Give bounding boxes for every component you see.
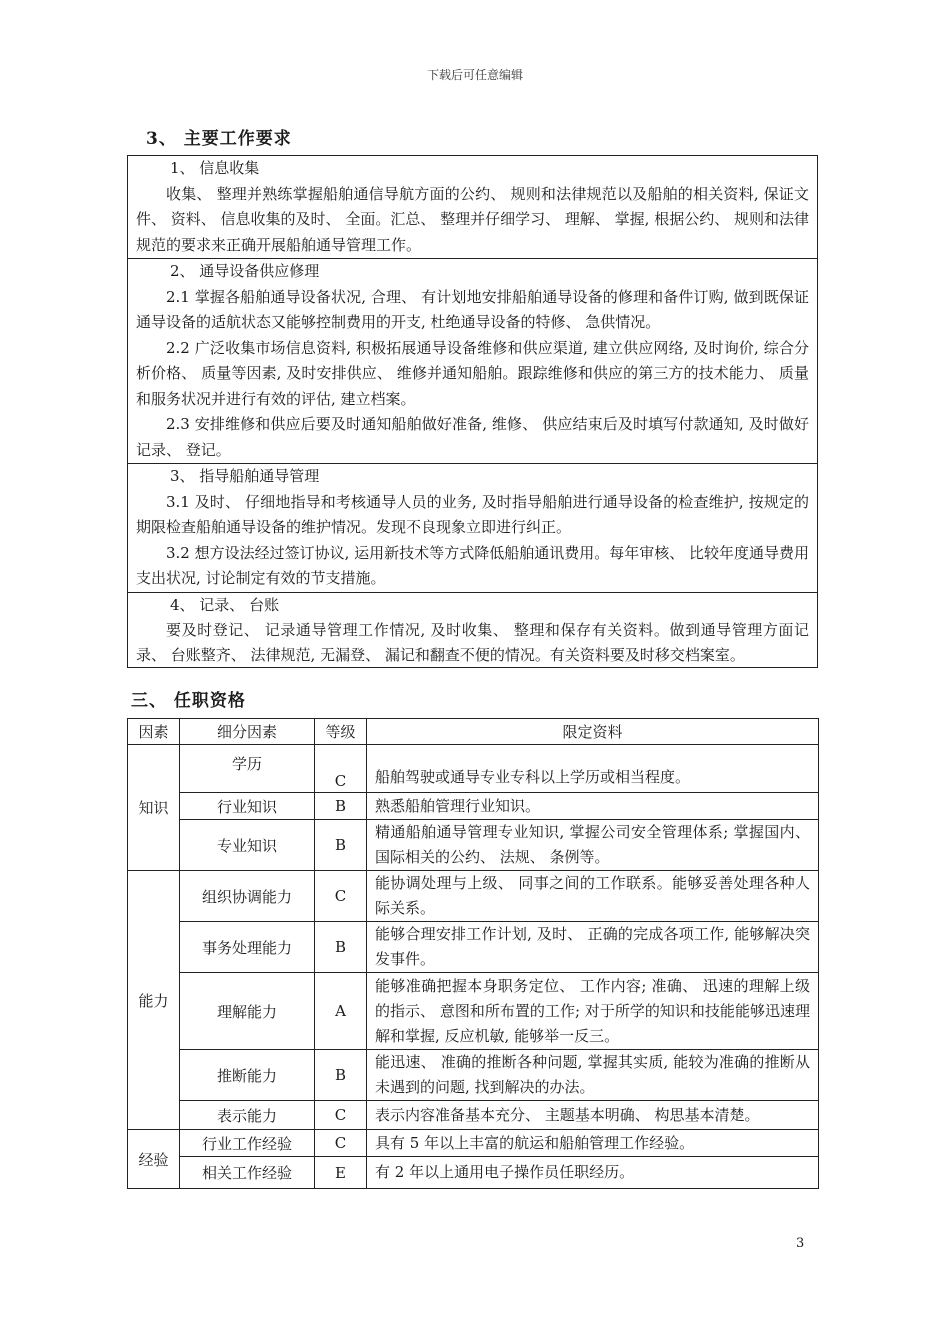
sub-factor-cell: 相关工作经验 xyxy=(180,1157,315,1189)
sub-factor-cell: 理解能力 xyxy=(180,973,315,1050)
page-header: 下载后可任意编辑 xyxy=(426,68,523,82)
qualifications-table xyxy=(127,718,819,1189)
page-number: 3 xyxy=(796,1236,805,1251)
grade-cell: B xyxy=(315,820,367,871)
table-row xyxy=(128,1050,819,1101)
requirement-section xyxy=(128,156,817,258)
requirement-title: 1、 信息收集 xyxy=(170,159,260,177)
description-cell: 有 2 年以上通用电子操作员任职经历。 xyxy=(367,1157,819,1189)
sub-factor-cell: 专业知识 xyxy=(180,820,315,871)
table-row xyxy=(128,973,819,1050)
requirement-paragraph: 要及时登记、 记录通导管理工作情况, 及时收集、 整理和保存有关资料。做到通导管理方面记录、 台账整齐、 法律规范, 无漏登、 漏记和翻查不便的情况。有关资料要及时移交档案室。 xyxy=(136,621,809,664)
section-title-qualifications: 三、 任职资格 xyxy=(131,691,246,711)
requirement-section xyxy=(128,463,817,592)
grade-cell: C xyxy=(315,1130,367,1157)
requirement-paragraph: 2.1 掌握各船舶通导设备状况, 合理、 有计划地安排船舶通导设备的修理和备件订购, 做到既保证通导设备的适航状态又能够控制费用的开支, 杜绝通导设备的特修、 急供情况。 xyxy=(136,287,809,331)
table-row xyxy=(128,793,819,820)
table-row xyxy=(128,820,819,871)
requirement-paragraph: 2.2 广泛收集市场信息资料, 积极拓展通导设备维修和供应渠道, 建立供应网络, 及时询价, 综合分析价格、 质量等因素, 及时安排供应、 维修并通知船舶。跟踪维修和供应的第三方的技术能力、 质量和服务状况并进行有效的评估, 建立档案。 xyxy=(136,338,809,408)
requirement-title: 3、 指导船舶通导管理 xyxy=(170,467,320,485)
sub-factor-cell: 推断能力 xyxy=(180,1050,315,1101)
table-row xyxy=(128,1157,819,1189)
section-title-work-requirements: 3、 主要工作要求 xyxy=(146,129,292,149)
description-cell: 能够合理安排工作计划, 及时、 正确的完成各项工作, 能够解决突发事件。 xyxy=(367,922,819,973)
header-cell: 等级 xyxy=(315,719,367,745)
table-row xyxy=(128,1130,819,1157)
work-requirements-box xyxy=(127,155,818,668)
factor-cell: 能力 xyxy=(128,871,180,1130)
header-cell: 因素 xyxy=(128,719,180,745)
factor-cell: 知识 xyxy=(128,745,180,871)
requirement-paragraph: 3.1 及时、 仔细地指导和考核通导人员的业务, 及时指导船舶进行通导设备的检查维护, 按规定的期限检查船舶通导设备的维护情况。发现不良现象立即进行纠正。 xyxy=(136,492,809,536)
grade-cell: C xyxy=(315,745,367,793)
description-cell: 表示内容准备基本充分、 主题基本明确、 构思基本清楚。 xyxy=(367,1101,819,1130)
table-row xyxy=(128,1101,819,1130)
requirement-paragraph: 3.2 想方设法经过签订协议, 运用新技术等方式降低船舶通讯费用。每年审核、 比较年度通导费用支出状况, 讨论制定有效的节支措施。 xyxy=(136,543,809,587)
table-row xyxy=(128,871,819,922)
sub-factor-cell: 表示能力 xyxy=(180,1101,315,1130)
sub-factor-cell: 行业知识 xyxy=(180,793,315,820)
description-cell: 精通船舶通导管理专业知识, 掌握公司安全管理体系; 掌握国内、 国际相关的公约、 法规、 条例等。 xyxy=(367,820,819,871)
table-row xyxy=(128,922,819,973)
grade-cell: B xyxy=(315,922,367,973)
requirement-title: 2、 通导设备供应修理 xyxy=(170,262,320,280)
description-cell: 具有 5 年以上丰富的航运和船舶管理工作经验。 xyxy=(367,1130,819,1157)
grade-cell: C xyxy=(315,1101,367,1130)
header-cell: 细分因素 xyxy=(180,719,315,745)
table-header-row xyxy=(128,719,819,745)
grade-cell: C xyxy=(315,871,367,922)
grade-cell: A xyxy=(315,973,367,1050)
description-cell: 能够准确把握本身职务定位、 工作内容; 准确、 迅速的理解上级的指示、 意图和所布置的工作; 对于所学的知识和技能能够迅速理解和掌握, 反应机敏, 能够举一反三。 xyxy=(367,973,819,1050)
grade-cell: B xyxy=(315,793,367,820)
grade-cell: E xyxy=(315,1157,367,1189)
factor-cell: 经验 xyxy=(128,1130,180,1189)
description-cell: 熟悉船舶管理行业知识。 xyxy=(367,793,819,820)
requirement-paragraph: 2.3 安排维修和供应后要及时通知船舶做好准备, 维修、 供应结束后及时填写付款通知, 及时做好记录、 登记。 xyxy=(136,415,809,459)
sub-factor-cell: 组织协调能力 xyxy=(180,871,315,922)
grade-cell: B xyxy=(315,1050,367,1101)
header-cell: 限定资料 xyxy=(367,719,819,745)
requirement-section xyxy=(128,258,817,463)
sub-factor-cell: 事务处理能力 xyxy=(180,922,315,973)
description-cell: 能协调处理与上级、 同事之间的工作联系。能够妥善处理各种人际关系。 xyxy=(367,871,819,922)
description-cell: 能迅速、 准确的推断各种问题, 掌握其实质, 能较为准确的推断从未遇到的问题, 找到解决的办法。 xyxy=(367,1050,819,1101)
requirement-title: 4、 记录、 台账 xyxy=(170,595,280,614)
table-row xyxy=(128,745,819,793)
requirement-paragraph: 收集、 整理并熟练掌握船舶通信导航方面的公约、 规则和法律规范以及船舶的相关资料, 保证文件、 资料、 信息收集的及时、 全面。汇总、 整理并仔细学习、 理解、 掌握, 根据公约、 规则和法律规范的要求来正确开展船舶通导管理工作。 xyxy=(136,184,809,254)
requirement-section xyxy=(128,592,817,668)
description-cell: 船舶驾驶或通导专业专科以上学历或相当程度。 xyxy=(367,745,819,793)
sub-factor-cell: 学历 xyxy=(180,745,315,793)
sub-factor-cell: 行业工作经验 xyxy=(180,1130,315,1157)
